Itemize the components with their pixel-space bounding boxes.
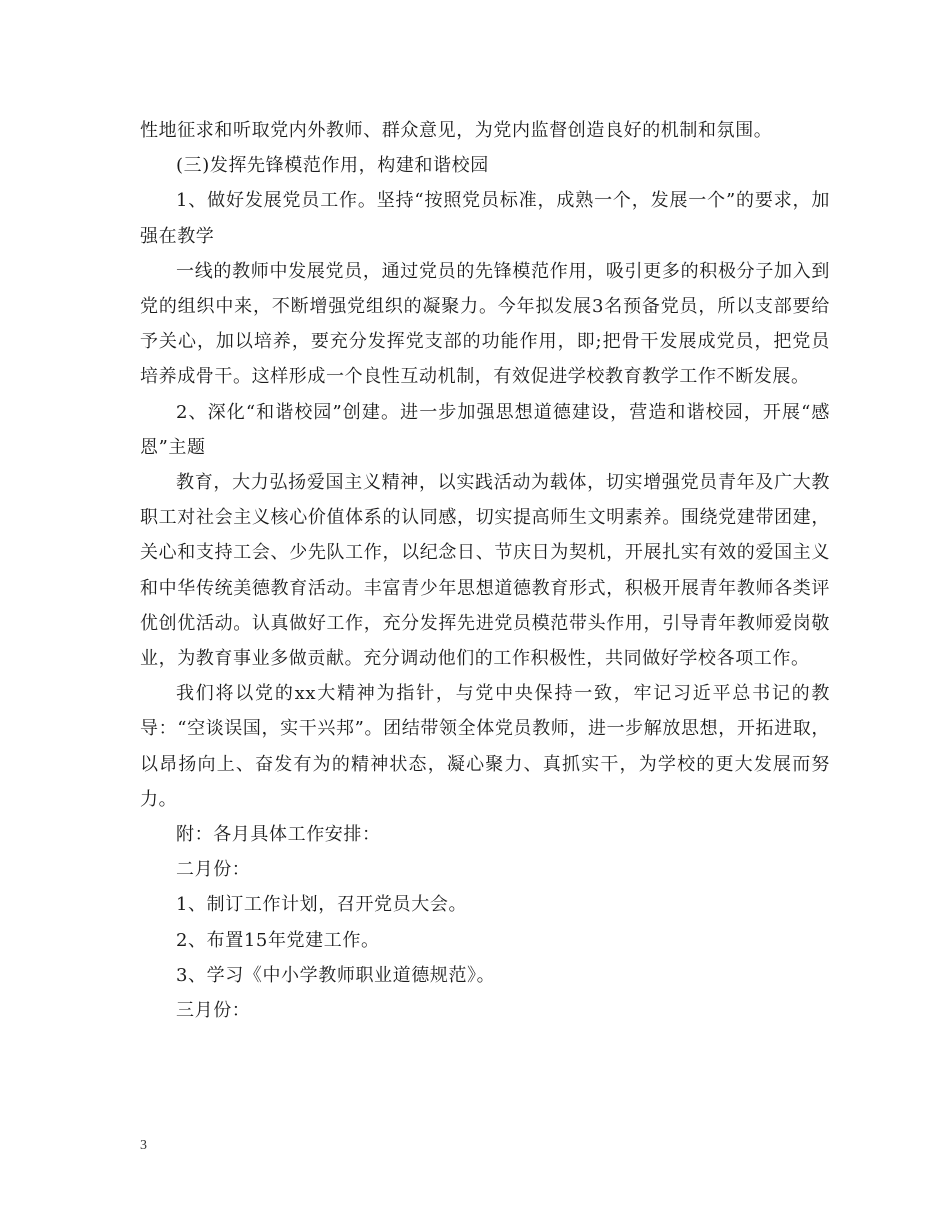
paragraph: 2、深化“和谐校园”创建。进一步加强思想道德建设，营造和谐校园，开展“感恩”主题 — [140, 401, 830, 458]
paragraph: 教育，大力弘扬爱国主义精神，以实践活动为载体，切实增强党员青年及广大教职工对社会主义核心价值体系的认同感，切实提高师生文明素养。围绕党建带团建，关心和支持工会、少先队工作，以纪念日、节庆日为契机，开展扎实有效的爱国主义和中华传统美德教育活动。丰富青少年思想道德教育形式，积极开展青年教师各类评优创优活动。认真做好工作，充分发挥先进党员模范带头作用，引导青年教师爱岗敬业，为教育事业多做贡献。充分调动他们的工作积极性，共同做好学校各项工作。 — [140, 472, 830, 670]
list-item: 3、学习《中小学教师职业道德规范》。 — [176, 964, 496, 986]
month-heading: 三月份： — [176, 1000, 251, 1022]
page-number: 3 — [140, 1138, 147, 1153]
paragraph: 我们将以党的xx大精神为指针，与党中央保持一致，牢记习近平总书记的教导：“空谈误国，实干兴邦”。团结带领全体党员教师，进一步解放思想，开拓进取，以昂扬向上、奋发有为的精神状态，凝心聚力、真抓实干，为学校的更大发展而努力。 — [140, 683, 830, 810]
month-heading: 二月份： — [176, 859, 251, 881]
list-item: 2、布置15年党建工作。 — [176, 929, 380, 951]
paragraph: 性地征求和听取党内外教师、群众意见，为党内监督创造良好的机制和氛围。 — [140, 120, 773, 141]
section-heading: (三)发挥先锋模范作用，构建和谐校园 — [176, 155, 489, 177]
document-body — [140, 113, 830, 1028]
list-item: 1、制订工作计划，召开党员大会。 — [176, 894, 468, 916]
paragraph: 1、做好发展党员工作。坚持“按照党员标准，成熟一个，发展一个”的要求，加强在教学 — [140, 190, 830, 247]
paragraph: 一线的教师中发展党员，通过党员的先锋模范作用，吸引更多的积极分子加入到党的组织中来，不断增强党组织的凝聚力。今年拟发展3名预备党员，所以支部要给予关心，加以培养，要充分发挥党支部的功能作用，即;把骨干发展成党员，把党员培养成骨干。这样形成一个良性互动机制，有效促进学校教育教学工作不断发展。 — [140, 260, 830, 388]
appendix-heading: 附：各月具体工作安排： — [176, 824, 381, 846]
